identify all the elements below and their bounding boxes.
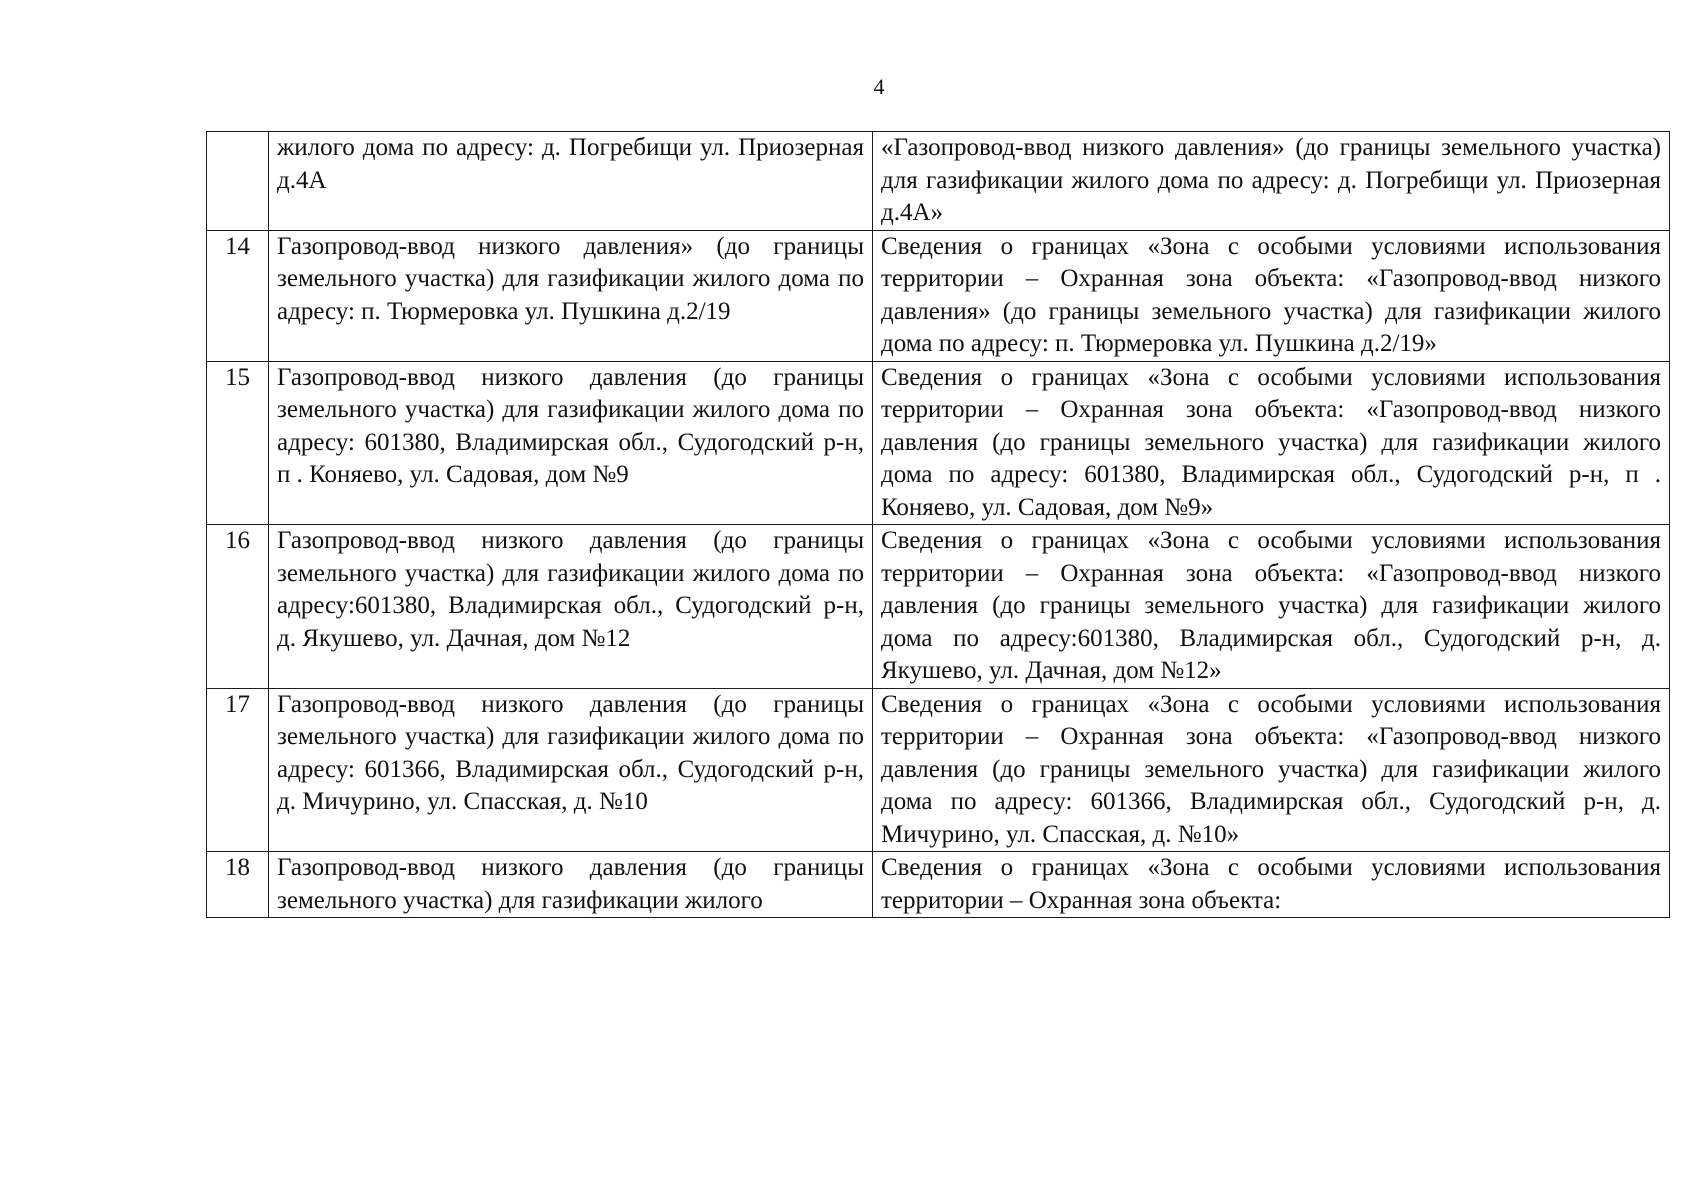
row-number: 14 [207, 230, 269, 361]
page-number: 4 [873, 74, 885, 99]
table-row [207, 230, 1670, 361]
zone-info-cell: Сведения о границах «Зона с особыми условиями использования территории – Охранная зона объекта: [873, 852, 1670, 918]
zone-info-cell: Сведения о границах «Зона с особыми условиями использования территории – Охранная зона объекта: «Газопровод-ввод низкого давления (до границы земельного участка) для газификации жилого дома по адресу:601380, Владимирская обл., Судогодский р-н, д. Якушево, ул. Дачная, дом №12» [873, 525, 1670, 689]
object-name-cell: Газопровод-ввод низкого давления (до границы земельного участка) для газификации жилого дома по адресу: 601366, Владимирская обл., Судогодский р-н, д. Мичурино, ул. Спасская, д. №10 [269, 688, 873, 852]
zone-info-cell: Сведения о границах «Зона с особыми условиями использования территории – Охранная зона объекта: «Газопровод-ввод низкого давления (до границы земельного участка) для газификации жилого дома по адресу: 601366, Владимирская обл., Судогодский р-н, д. Мичурино, ул. Спасская, д. №10» [873, 688, 1670, 852]
zone-info-cell: «Газопровод-ввод низкого давления» (до границы земельного участка) для газификации жилого дома по адресу: д. Погребищи ул. Приозерная д.4А» [873, 132, 1670, 231]
zones-table [206, 131, 1670, 918]
row-number: 16 [207, 525, 269, 689]
object-name-cell: жилого дома по адресу: д. Погребищи ул. Приозерная д.4А [269, 132, 873, 231]
table-row [207, 688, 1670, 852]
row-number: 17 [207, 688, 269, 852]
table-row [207, 525, 1670, 689]
table-row [207, 852, 1670, 918]
object-name-cell: Газопровод-ввод низкого давления» (до границы земельного участка) для газификации жилого дома по адресу: п. Тюрмеровка ул. Пушкина д.2/19 [269, 230, 873, 361]
row-number: 18 [207, 852, 269, 918]
zone-info-cell: Сведения о границах «Зона с особыми условиями использования территории – Охранная зона объекта: «Газопровод-ввод низкого давления (до границы земельного участка) для газификации жилого дома по адресу: 601380, Владимирская обл., Судогодский р-н, п . Коняево, ул. Садовая, дом №9» [873, 361, 1670, 525]
object-name-cell: Газопровод-ввод низкого давления (до границы земельного участка) для газификации жилого дома по адресу: 601380, Владимирская обл., Судогодский р-н, п . Коняево, ул. Садовая, дом №9 [269, 361, 873, 525]
object-name-cell: Газопровод-ввод низкого давления (до границы земельного участка) для газификации жилого [269, 852, 873, 918]
table-row [207, 132, 1670, 231]
zone-info-cell: Сведения о границах «Зона с особыми условиями использования территории – Охранная зона объекта: «Газопровод-ввод низкого давления» (до границы земельного участка) для газификации жилого дома по адресу: п. Тюрмеровка ул. Пушкина д.2/19» [873, 230, 1670, 361]
table-row [207, 361, 1670, 525]
object-name-cell: Газопровод-ввод низкого давления (до границы земельного участка) для газификации жилого дома по адресу:601380, Владимирская обл., Судогодский р-н, д. Якушево, ул. Дачная, дом №12 [269, 525, 873, 689]
row-number [207, 132, 269, 231]
row-number: 15 [207, 361, 269, 525]
